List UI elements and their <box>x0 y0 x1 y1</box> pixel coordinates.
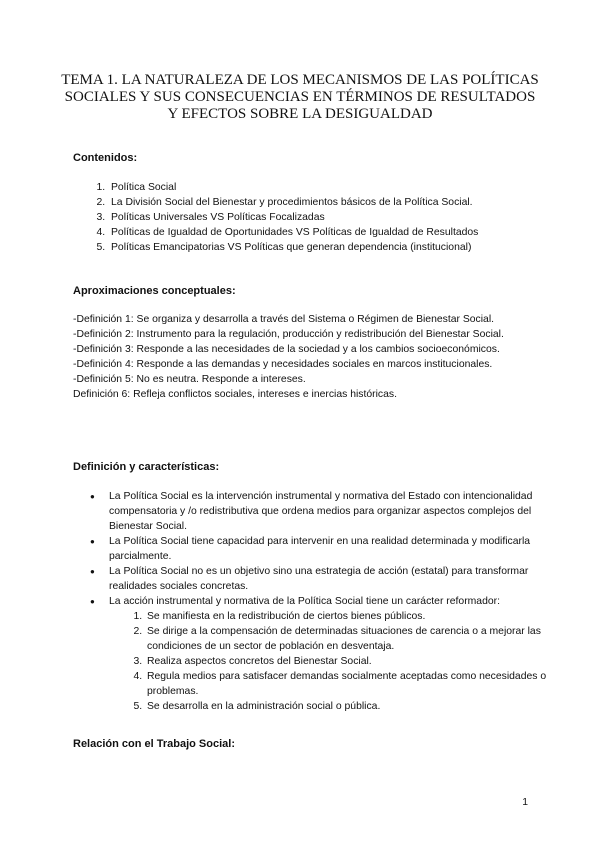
sublist-item: 5. Se desarrolla en la administración social o pública. <box>145 699 549 714</box>
list-item: 1. Política Social <box>108 180 568 195</box>
list-item <box>109 594 549 714</box>
social-work-heading: Relación con el Trabajo Social: <box>73 738 235 750</box>
reformer-sublist <box>109 609 549 714</box>
page-number: 1 <box>522 797 528 808</box>
list-item: 2. La División Social del Bienestar y procedimientos básicos de la Política Social. <box>108 195 568 210</box>
characteristics-heading: Definición y características: <box>73 461 220 473</box>
definitions-list <box>73 312 533 402</box>
list-item: 5. Políticas Emancipatorias VS Políticas que generan dependencia (institucional) <box>108 240 568 255</box>
sublist-item: 2. Se dirige a la compensación de determinadas situaciones de carencia o a mejorar las condiciones de un sector de población en desventaja. <box>145 624 549 654</box>
contents-heading: Contenidos: <box>73 152 138 164</box>
list-item: ● La Política Social es la intervención instrumental y normativa del Estado con intencionalidad compensatoria y /o redistributiva que ordena medios para organizar aspectos complejos del Bienestar Social. <box>109 489 549 534</box>
approaches-heading: Aproximaciones conceptuales: <box>73 285 236 297</box>
document-title: TEMA 1. LA NATURALEZA DE LOS MECANISMOS DE LAS POLÍTICAS SOCIALES Y SUS CONSECUENCIAS EN TÉRMINOS DE RESULTADOS Y EFECTOS SOBRE LA DESIGUALDAD <box>61 72 539 122</box>
definition-item: -Definición 3: Responde a las necesidades de la sociedad y a los cambios socioeconómicos. <box>73 344 500 355</box>
list-item: 4. Políticas de Igualdad de Oportunidades VS Políticas de Igualdad de Resultados <box>108 225 568 240</box>
definition-item: Definición 6: Refleja conflictos sociales, intereses e inercias históricas. <box>73 389 397 400</box>
characteristics-list <box>73 489 549 714</box>
list-item: ● La Política Social no es un objetivo sino una estrategia de acción (estatal) para transformar realidades sociales concretas. <box>109 564 549 594</box>
sublist-item: 1. Se manifiesta en la redistribución de ciertos bienes públicos. <box>145 609 549 624</box>
contents-list <box>73 180 568 255</box>
definition-item: -Definición 5: No es neutra. Responde a intereses. <box>73 374 306 385</box>
definition-item: -Definición 2: Instrumento para la regulación, producción y redistribución del Bienestar Social. <box>73 329 504 340</box>
sublist-item: 3. Realiza aspectos concretos del Bienestar Social. <box>145 654 549 669</box>
list-item: 3. Políticas Universales VS Políticas Focalizadas <box>108 210 568 225</box>
list-item: ● La Política Social tiene capacidad para intervenir en una realidad determinada y modificarla parcialmente. <box>109 534 549 564</box>
list-item-text: La acción instrumental y normativa de la Política Social tiene un carácter reformador: <box>109 596 500 607</box>
definition-item: -Definición 1: Se organiza y desarrolla a través del Sistema o Régimen de Bienestar Social. <box>73 314 495 325</box>
definition-item: -Definición 4: Responde a las demandas y necesidades sociales en marcos institucionales. <box>73 359 493 370</box>
sublist-item: 4. Regula medios para satisfacer demandas socialmente aceptadas como necesidades o problemas. <box>145 669 549 699</box>
